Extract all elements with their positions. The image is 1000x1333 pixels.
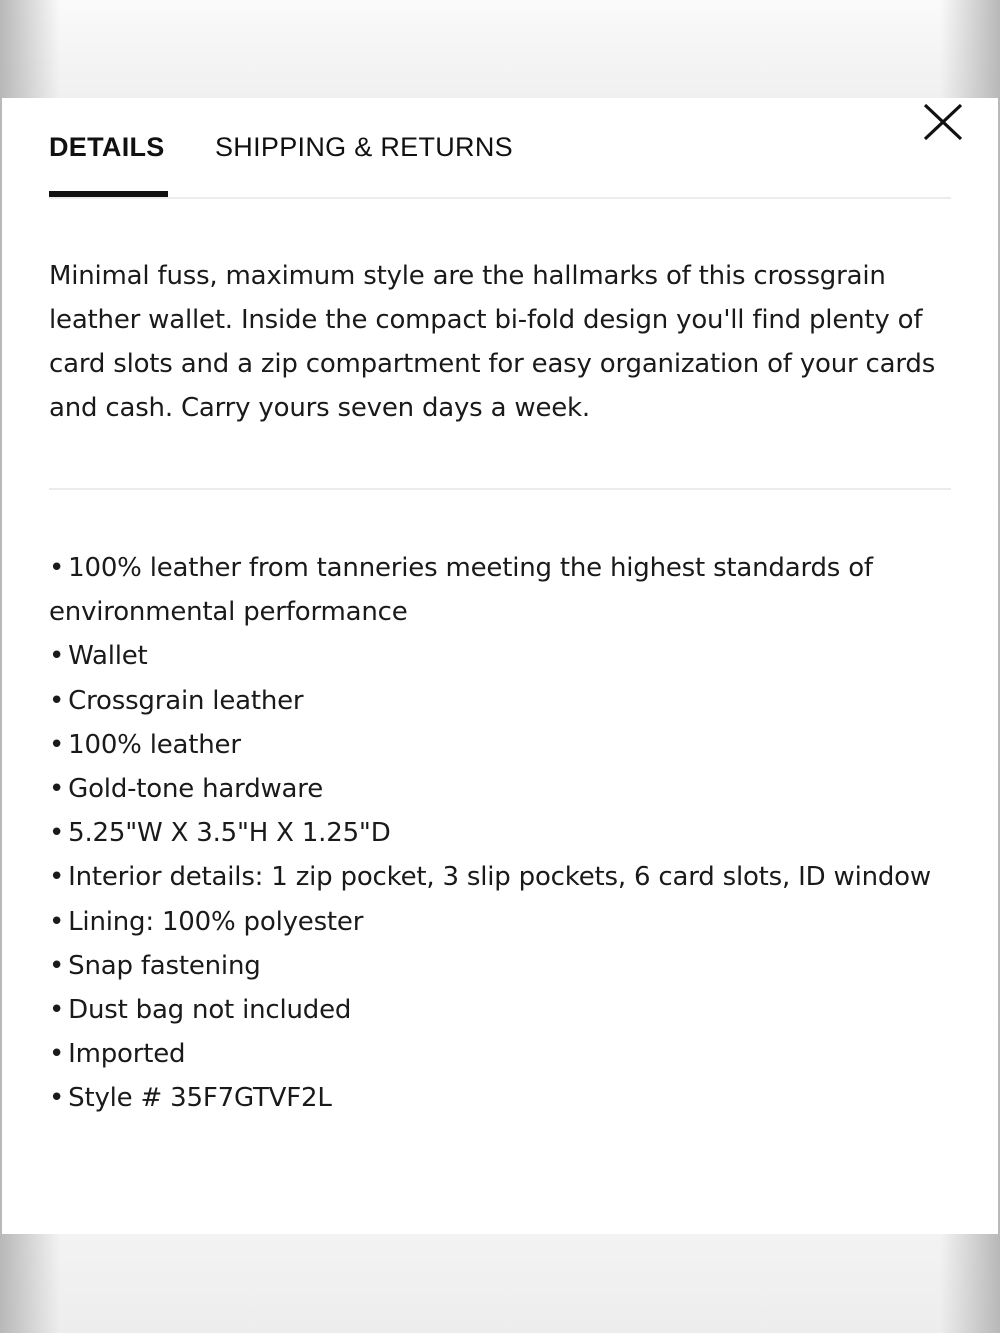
feature-item <box>49 811 949 855</box>
feature-text: 100% leather <box>68 729 241 760</box>
feature-text: Wallet <box>68 641 148 672</box>
active-tab-indicator <box>49 191 168 197</box>
product-description: Minimal fuss, maximum style are the hallmarks of this crossgrain leather wallet. Inside the compact bi-fold design you'll find plenty of card slots and a zip compartment for easy organization of your cards and cash. Carry yours seven days a week. <box>49 261 936 423</box>
feature-text: Lining: 100% polyester <box>68 906 364 937</box>
bullet-glyph: • <box>49 906 65 937</box>
tab-details[interactable]: DETAILS <box>49 132 165 162</box>
feature-item <box>49 1032 949 1076</box>
feature-item <box>49 723 949 767</box>
feature-text: Imported <box>68 1039 186 1070</box>
feature-text: 5.25"W X 3.5"H X 1.25"D <box>68 818 391 849</box>
backdrop-top <box>0 0 1000 98</box>
bullet-glyph: • <box>49 1083 65 1114</box>
feature-text: Dust bag not included <box>68 995 352 1026</box>
bullet-glyph: • <box>49 818 65 849</box>
feature-item <box>49 679 949 723</box>
feature-item <box>49 634 949 678</box>
bullet-glyph: • <box>49 995 65 1026</box>
bullet-glyph: • <box>49 862 65 893</box>
bullet-glyph: • <box>49 1039 65 1070</box>
feature-text: Snap fastening <box>68 950 261 981</box>
backdrop-bottom <box>0 1234 1000 1333</box>
bullet-glyph: • <box>49 641 65 672</box>
feature-item <box>49 988 949 1032</box>
feature-text: Gold-tone hardware <box>68 774 324 805</box>
feature-text: 100% leather from tanneries meeting the highest standards of environmental performance <box>49 553 873 628</box>
section-divider <box>49 488 951 490</box>
feature-text: Style # 35F7GTVF2L <box>68 1083 332 1114</box>
feature-list <box>49 546 949 1121</box>
feature-text: Crossgrain leather <box>68 685 304 716</box>
tab-bar <box>49 128 951 199</box>
bullet-glyph: • <box>49 950 65 981</box>
feature-item <box>49 944 949 988</box>
feature-item <box>49 855 949 899</box>
bullet-glyph: • <box>49 685 65 716</box>
bullet-glyph: • <box>49 553 65 583</box>
feature-item <box>49 1076 949 1120</box>
feature-item <box>49 900 949 944</box>
feature-item <box>49 546 949 634</box>
bullet-glyph: • <box>49 774 65 805</box>
product-details-modal <box>2 98 998 1234</box>
tab-shipping-returns[interactable]: SHIPPING & RETURNS <box>215 132 513 162</box>
bullet-glyph: • <box>49 729 65 760</box>
feature-item <box>49 767 949 811</box>
feature-text: Interior details: 1 zip pocket, 3 slip pockets, 6 card slots, ID window <box>68 862 931 893</box>
